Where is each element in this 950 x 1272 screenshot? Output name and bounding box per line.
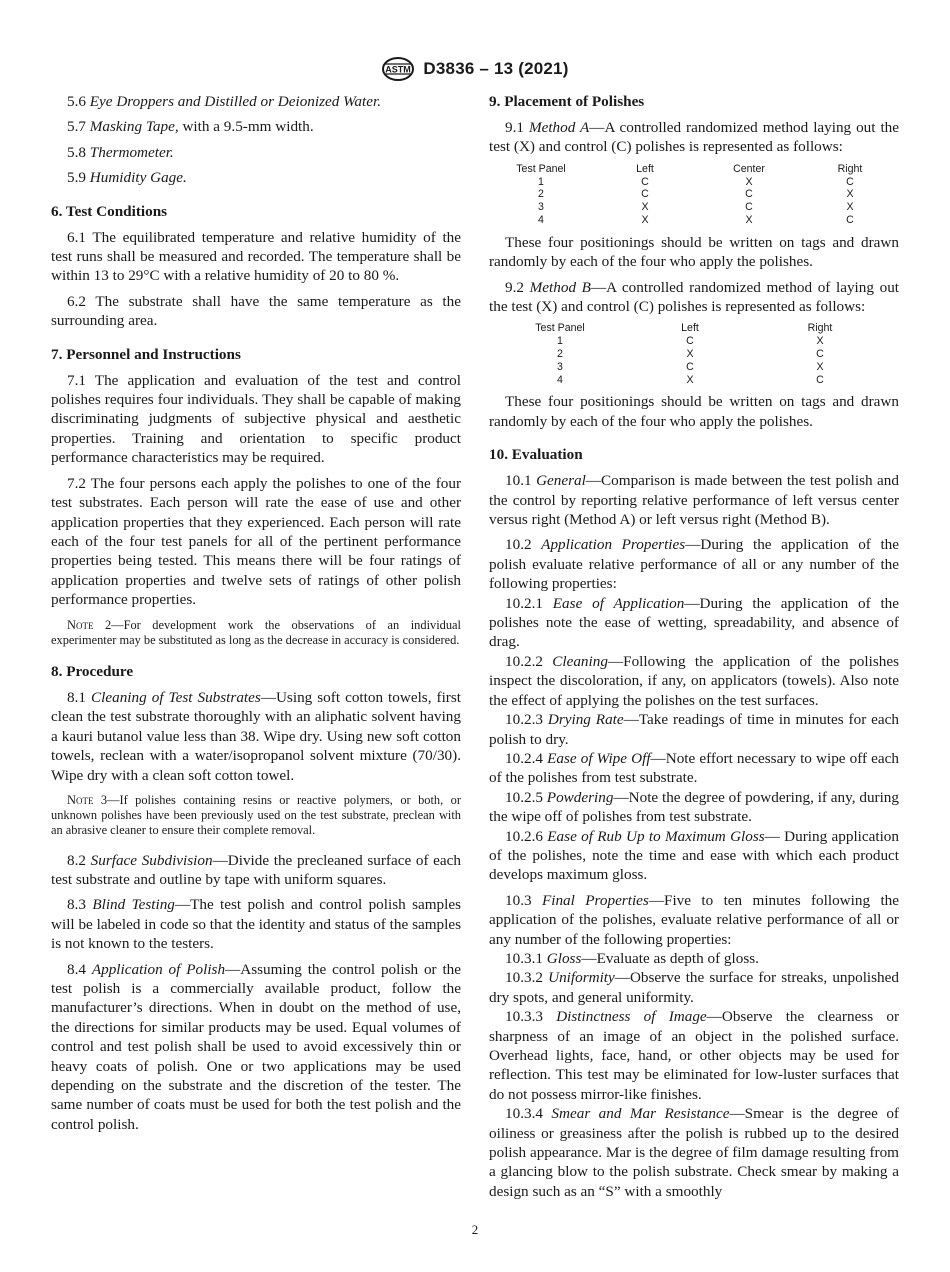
- section-number: 5.9: [67, 169, 86, 187]
- table-cell: C: [641, 175, 649, 188]
- table-cell: C: [846, 175, 854, 188]
- section-number: 10.3.4: [505, 1105, 543, 1123]
- section-number: 10.3.2: [505, 969, 543, 987]
- section-title: Cleaning of Test Substrates: [91, 688, 261, 706]
- section-number: 10.3.3: [505, 1008, 543, 1026]
- table-cell: C: [745, 188, 753, 201]
- section-number: 9.1: [505, 119, 524, 136]
- section-title: Ease of Wipe Off: [547, 749, 651, 767]
- table-cell: 3: [557, 360, 563, 373]
- section-7-2: 7.2 The four persons each apply the polishes to one of the four test substrates. Each person will rate the ease of use and other application properties that they experienced. Each person will rate each of the four test panels for all of the pertinent performance properties being tested. This means there will be four ratings of application properties and twelve sets of ratings of other polish performance properties.: [51, 474, 461, 609]
- section-title: Ease of Application: [552, 594, 685, 612]
- section-9-1: [489, 118, 899, 157]
- section-7-1: 7.1 The application and evaluation of the test and control polishes requires four individuals. They shall be capable of making discriminating judgments of subjective physical and aesthetic properties. Training and orientation to specific product performance characteristics may be required.: [51, 371, 461, 467]
- table-header: Center: [733, 162, 765, 175]
- table-header: Test Panel: [535, 322, 585, 335]
- table-cell: 1: [557, 335, 563, 348]
- section-text: —Note the degree of powdering, if any, during the wipe off of polishes from test substrate.: [489, 788, 899, 826]
- section-text: —Assuming the control polish or the test polish is a commercially available product, follow the manufacturer’s directions. When in doubt on the method of use, the directions for similar products may be used. Equal volumes of control and test polish shall be used to avoid excessively thin or heavy coats of polish. One or two applications may be used depending on the substrate and the discretion of the tester. The same number of coats must be used for both the test polish and the control polish.: [51, 960, 462, 1133]
- right-column: [489, 92, 899, 1201]
- section-title: Powdering: [546, 788, 614, 806]
- astm-logo-icon: [381, 56, 415, 82]
- method-b-table: [495, 322, 885, 386]
- table-cell: X: [686, 348, 694, 361]
- table-cell: 2: [538, 188, 544, 201]
- section-title: Application Properties: [541, 536, 686, 554]
- section-10-2-1: [489, 594, 899, 652]
- section-6-1: 6.1 The equilibrated temperature and relative humidity of the test runs shall be measured and recorded. The temperature shall be within 13 to 29°C with a relative humidity of 20 to 80 %.: [51, 228, 461, 285]
- section-text: —During the application of the polish evaluate relative performance of all or any number of the following properties:: [489, 536, 900, 593]
- table-header: Right: [837, 162, 863, 175]
- section-number: 5.8: [67, 143, 86, 161]
- section-text: —Comparison is made between the test polish and the control by reporting relative performance of left versus center versus right (Method A) or left versus right (Method B).: [489, 472, 899, 529]
- heading-personnel: 7. Personnel and Instructions: [51, 345, 241, 363]
- section-title: Drying Rate: [547, 711, 624, 729]
- section-9-2-after: These four positionings should be written on tags and drawn randomly by each of the four who apply the polishes.: [489, 393, 899, 430]
- table-cell: X: [686, 373, 694, 386]
- note-3: [51, 793, 461, 839]
- table-header-row: [489, 163, 899, 176]
- note-text: —If polishes containing resins or reactive polymers, or both, or unknown polishes have been previously used on the test substrate, preclean with an abrasive cleaner to ensure their complete removal.: [51, 792, 461, 838]
- section-title: Method A: [528, 119, 590, 136]
- table-cell: 4: [557, 373, 563, 386]
- section-number: 10.2.6: [505, 827, 543, 845]
- section-title: Method B: [529, 278, 591, 296]
- section-text: —Evaluate as depth of gloss.: [581, 949, 759, 967]
- section-title: Thermometer.: [89, 143, 174, 161]
- section-text: —Take readings of time in minutes for each polish to dry.: [489, 711, 899, 748]
- section-title: Smear and Mar Resistance: [551, 1105, 730, 1123]
- table-header: Test Panel: [516, 162, 566, 175]
- section-9-2: [489, 278, 899, 317]
- section-8-4: [51, 960, 461, 1135]
- note-label: Note 3: [67, 792, 108, 807]
- section-number: 8.2: [67, 851, 86, 869]
- section-10-2-3: [489, 710, 899, 749]
- note-label: Note 2: [67, 617, 112, 632]
- note-2: [51, 618, 461, 648]
- table-cell: 3: [538, 201, 544, 214]
- section-text: —Smear is the degree of oiliness or greasiness after the polish is rubbed up to the desired polish appearance. Mar is the degree of film damage resulting from a glancing blow to the polish substrate. Check smear by making a design such as an “S” with a smoothly: [489, 1105, 899, 1200]
- table-cell: C: [641, 188, 649, 201]
- section-number: 9.2: [505, 278, 524, 296]
- table-cell: 1: [538, 175, 544, 188]
- section-title: Cleaning: [552, 652, 608, 670]
- section-title: Final Properties: [541, 891, 649, 909]
- section-9-1-after: These four positionings should be written on tags and drawn randomly by each of the four who apply the polishes.: [489, 233, 899, 271]
- section-5-7: [51, 117, 461, 136]
- section-text: —Using soft cotton towels, first clean the test substrate thoroughly with an aliphatic solvent having a kauri butanol value less than 38. Wipe dry. Using new soft cotton towels, reclean with a water/isopropanol solvent mixture (70/30). Wipe dry with a clean soft cotton towel.: [51, 688, 461, 784]
- section-10-3-3: [489, 1007, 899, 1104]
- heading-placement: 9. Placement of Polishes: [489, 93, 645, 110]
- section-number: 8.1: [67, 688, 86, 706]
- section-text: with a 9.5-mm width.: [182, 118, 314, 136]
- section-title: General: [536, 472, 586, 490]
- section-text: —Five to ten minutes following the application of the polishes, evaluate relative performance of all or any number of the following properties:: [489, 891, 899, 948]
- table-cell: X: [816, 360, 824, 373]
- section-10-2-4: [489, 749, 899, 788]
- table-cell: 2: [557, 348, 563, 361]
- section-number: 5.6: [67, 93, 86, 110]
- table-cell: 4: [538, 214, 544, 226]
- table-cell: X: [745, 214, 753, 226]
- section-title: Surface Subdivision: [90, 851, 213, 869]
- section-text: —During the application of the polishes note the ease of wetting, spreadability, and absence of drag.: [489, 594, 900, 651]
- heading-test-conditions: 6. Test Conditions: [51, 202, 168, 220]
- section-title: Blind Testing: [92, 896, 175, 914]
- left-column: [51, 92, 461, 1140]
- table-cell: C: [846, 214, 854, 226]
- document-id: D3836 – 13 (2021): [423, 59, 569, 78]
- table-cell: C: [686, 360, 694, 373]
- section-number: 10.2.5: [505, 788, 543, 806]
- section-8-1: [51, 688, 461, 785]
- section-number: 8.4: [67, 960, 86, 978]
- section-text: —The test polish and control polish samples will be labeled in code so that the identity and status of the samples is not known to the testers.: [51, 896, 461, 953]
- section-text: —Observe the clearness or sharpness of an image of an object in the polished surface. Overhead lights, face, hand, or other objects may be used for reflection. This test may be eliminated for low-luster surfaces that do not possess mirror-like finishes.: [489, 1008, 900, 1103]
- section-number: 10.2.4: [505, 749, 543, 767]
- table-cell: X: [745, 175, 753, 188]
- table-header: Right: [807, 322, 833, 335]
- section-title: Humidity Gage.: [89, 169, 187, 187]
- table-header: Left: [636, 162, 654, 175]
- section-number: 10.2.2: [505, 652, 543, 670]
- section-title: Eye Droppers and Distilled or Deionized Water.: [89, 93, 381, 110]
- section-title: Application of Polish: [91, 960, 226, 978]
- heading-procedure: 8. Procedure: [51, 662, 134, 680]
- table-header-row: [495, 322, 885, 335]
- section-number: 5.7: [67, 118, 86, 136]
- section-5-8: [51, 143, 461, 162]
- note-text: —For development work the observations of an individual experimenter may be substituted as long as the decrease in accuracy is considered.: [51, 617, 461, 647]
- section-text: —A controlled randomized method of laying out the test (X) and control (C) polishes is represented as follows:: [489, 278, 900, 316]
- table-cell: C: [686, 335, 694, 348]
- method-a-table: [489, 163, 899, 227]
- table-row: [489, 176, 899, 189]
- table-cell: X: [846, 188, 854, 201]
- section-8-2: [51, 851, 461, 890]
- section-title: Gloss: [546, 949, 582, 967]
- table-header: Left: [681, 322, 699, 335]
- table-row: [489, 214, 899, 227]
- table-cell: X: [641, 214, 649, 226]
- table-cell: C: [816, 348, 824, 361]
- section-number: 10.2.3: [505, 711, 543, 729]
- table-cell: C: [745, 201, 753, 214]
- section-10-1: [489, 471, 899, 529]
- table-row: [495, 361, 885, 374]
- section-10-3-1: [489, 949, 899, 968]
- section-text: —Following the application of the polishes inspect the discoloration, if any, on applicators (towels). Also note the effect of applying the polishes on the test surfaces.: [489, 652, 899, 709]
- section-10-3: [489, 891, 899, 949]
- section-title: Uniformity: [548, 969, 615, 987]
- table-row: [489, 188, 899, 201]
- section-number: 10.2.1: [505, 594, 543, 612]
- table-cell: X: [816, 335, 824, 348]
- section-text: —Divide the precleaned surface of each test substrate and outline by tape with uniform squares.: [51, 851, 461, 888]
- section-5-6: [51, 92, 461, 111]
- section-text: —Note effort necessary to wipe off each of the polishes from test substrate.: [489, 749, 899, 787]
- table-row: [495, 348, 885, 361]
- section-number: 8.3: [67, 896, 86, 914]
- section-text: —Observe the surface for streaks, unpolished dry spots, and general uniformity.: [489, 969, 899, 1006]
- table-cell: X: [846, 201, 854, 214]
- table-row: [495, 335, 885, 348]
- section-10-2-6: [489, 827, 899, 885]
- section-title: Distinctness of Image: [556, 1008, 707, 1026]
- heading-evaluation: 10. Evaluation: [489, 446, 583, 464]
- section-10-3-4: [489, 1104, 899, 1201]
- table-row: [489, 201, 899, 214]
- table-cell: C: [816, 373, 824, 386]
- section-text: — During application of the polishes, note the time and ease with which each product develops maximum gloss.: [489, 827, 899, 884]
- page-header: [0, 54, 950, 84]
- section-number: 10.3.1: [505, 949, 543, 967]
- section-10-3-2: [489, 968, 899, 1007]
- section-6-2: 6.2 The substrate shall have the same temperature as the surrounding area.: [51, 292, 461, 330]
- section-number: 10.1: [505, 472, 532, 490]
- section-title: Masking Tape,: [89, 118, 179, 136]
- table-cell: X: [641, 201, 649, 214]
- section-10-2-2: [489, 652, 899, 710]
- section-8-3: [51, 895, 461, 953]
- table-row: [495, 374, 885, 387]
- section-text: —A controlled randomized method laying out the test (X) and control (C) polishes is represented as follows:: [489, 119, 899, 156]
- section-10-2: [489, 535, 899, 593]
- astm-logo-text: ASTM: [385, 64, 412, 75]
- section-title: Ease of Rub Up to Maximum Gloss: [547, 827, 765, 845]
- page-number: 2: [471, 1222, 479, 1237]
- section-number: 10.3: [505, 891, 532, 909]
- section-number: 10.2: [505, 536, 532, 554]
- section-10-2-5: [489, 788, 899, 827]
- section-5-9: [51, 168, 461, 187]
